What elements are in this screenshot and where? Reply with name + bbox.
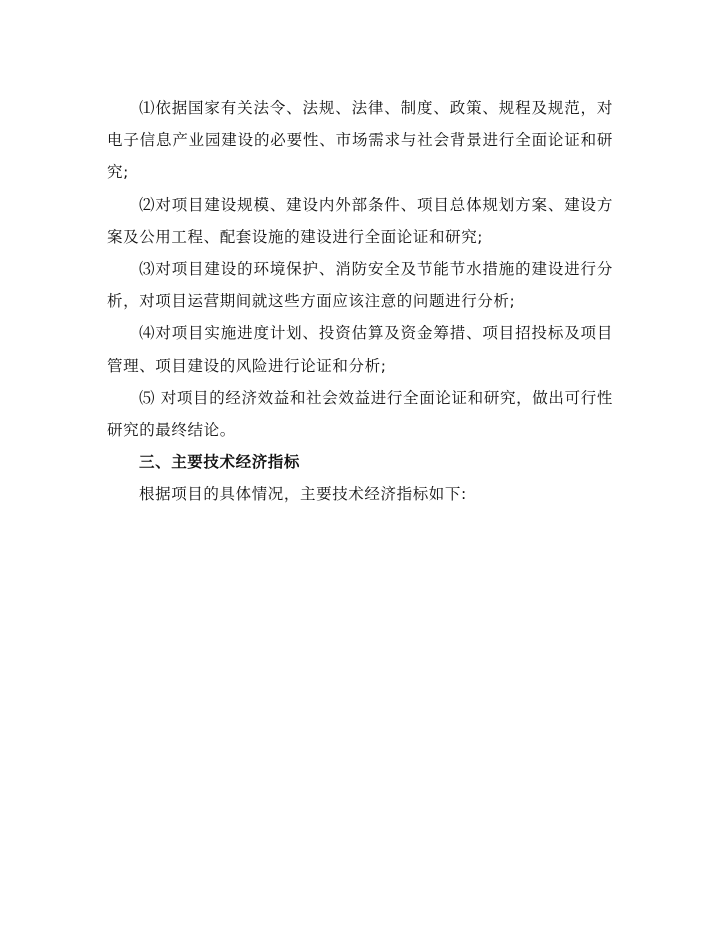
section-heading: 三、主要技术经济指标 (139, 453, 301, 472)
paragraph-item-1: ⑴依据国家有关法令、法规、法律、制度、政策、规程及规范，对电子信息产业园建设的必要性、市场需求与社会背景进行全面论证和研究; (107, 99, 613, 182)
paragraph-item-2: ⑵对项目建设规模、建设内外部条件、项目总体规划方案、建设方案及公用工程、配套设施的建设进行全面论证和研究; (107, 195, 613, 246)
paragraph-item-3: ⑶对项目建设的环境保护、消防安全及节能节水措施的建设进行分析，对项目运营期间就这些方面应该注意的问题进行分析; (107, 260, 613, 311)
closing-paragraph: 根据项目的具体情况，主要技术经济指标如下: (139, 485, 467, 504)
paragraph-item-5: ⑸ 对项目的经济效益和社会效益进行全面论证和研究，做出可行性研究的最终结论。 (107, 388, 613, 440)
paragraph-item-4: ⑷对项目实施进度计划、投资估算及资金筹措、项目招投标及项目管理、项目建设的风险进行论证和分析; (107, 324, 613, 375)
document-body (107, 92, 613, 511)
